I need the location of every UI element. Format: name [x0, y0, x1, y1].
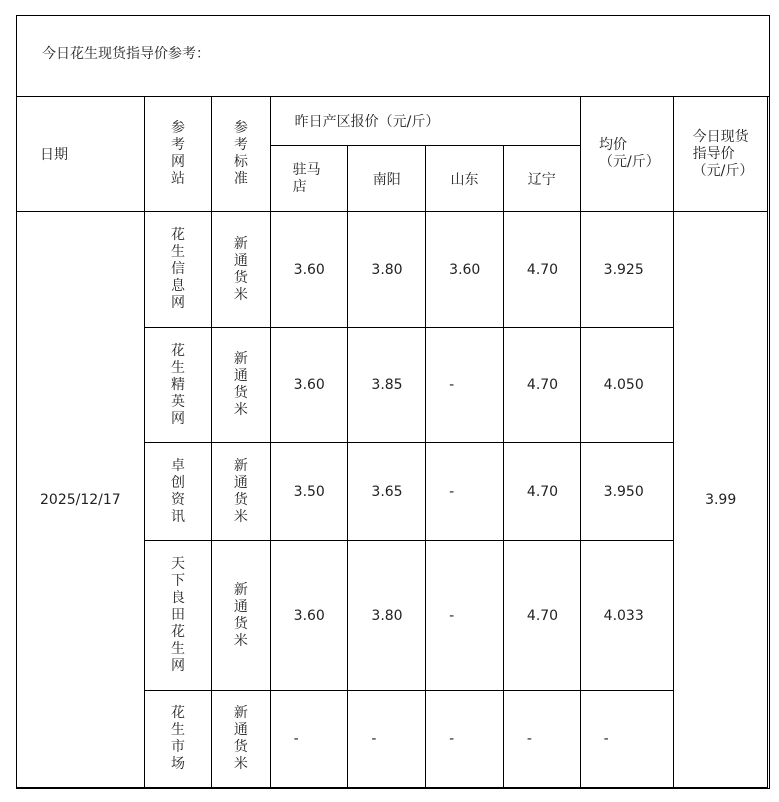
- shandong-cell: 3.60: [426, 212, 504, 328]
- header-region-zhumadian-label: 驻马店: [292, 161, 321, 195]
- header-region-zhumadian: [270, 146, 348, 212]
- nanyang-cell: 3.80: [348, 541, 426, 691]
- site-label: 花生信息网: [170, 227, 185, 311]
- zhumadian-cell: 3.60: [270, 328, 348, 443]
- header-standard: [212, 97, 271, 212]
- avg-cell: 3.950: [580, 443, 674, 541]
- standard-label: 新通货米: [233, 457, 248, 525]
- avg-cell: 3.925: [580, 212, 674, 328]
- shandong-cell: -: [426, 443, 504, 541]
- site-label: 花生市场: [170, 705, 185, 772]
- nanyang-cell: 3.80: [348, 212, 426, 328]
- price-table: [16, 96, 768, 788]
- liaoning-cell: 4.70: [503, 212, 580, 328]
- header-region-shandong: 山东: [426, 146, 504, 212]
- standard-label: 新通货米: [233, 235, 248, 303]
- zhumadian-cell: 3.50: [270, 443, 348, 541]
- standard-cell: [212, 212, 271, 328]
- site-cell: [144, 541, 211, 691]
- shandong-cell: -: [426, 691, 504, 788]
- avg-cell: 4.050: [580, 328, 674, 443]
- header-site-label: 参考网站: [170, 120, 185, 187]
- title-row: [17, 16, 769, 97]
- standard-cell: [212, 443, 271, 541]
- zhumadian-cell: 3.60: [270, 212, 348, 328]
- header-avg-label: 均价（元/斤）: [599, 137, 660, 170]
- header-site: [144, 97, 211, 212]
- today-price-cell: 3.99: [674, 212, 768, 788]
- liaoning-cell: -: [503, 691, 580, 788]
- site-label: 花生精英网: [170, 342, 185, 427]
- header-standard-label: 参考标准: [233, 120, 248, 187]
- header-region-liaoning: 辽宁: [503, 146, 580, 212]
- site-label: 天下良田花生网: [170, 556, 185, 674]
- liaoning-cell: 4.70: [503, 328, 580, 443]
- zhumadian-cell: -: [270, 691, 348, 788]
- shandong-cell: -: [426, 328, 504, 443]
- standard-label: 新通货米: [233, 581, 248, 649]
- zhumadian-cell: 3.60: [270, 541, 348, 691]
- nanyang-cell: -: [348, 691, 426, 788]
- liaoning-cell: 4.70: [503, 443, 580, 541]
- nanyang-cell: 3.85: [348, 328, 426, 443]
- standard-cell: [212, 691, 271, 788]
- table-row: [17, 212, 768, 328]
- standard-cell: [212, 328, 271, 443]
- header-row-1: [17, 97, 768, 146]
- site-label: 卓创资讯: [170, 457, 185, 525]
- header-today: [674, 97, 768, 212]
- shandong-cell: -: [426, 541, 504, 691]
- price-reference-sheet: [16, 15, 770, 789]
- date-cell: 2025/12/17: [17, 212, 145, 788]
- nanyang-cell: 3.65: [348, 443, 426, 541]
- site-cell: [144, 443, 211, 541]
- site-cell: [144, 691, 211, 788]
- site-cell: [144, 328, 211, 443]
- standard-label: 新通货米: [233, 351, 248, 418]
- header-avg: [580, 97, 674, 212]
- header-today-label: 今日现货指导价（元/斤）: [692, 128, 754, 179]
- header-region-nanyang: 南阳: [348, 146, 426, 212]
- avg-cell: -: [580, 691, 674, 788]
- header-quote-group: 昨日产区报价（元/斤）: [270, 97, 580, 146]
- standard-cell: [212, 541, 271, 691]
- header-date: 日期: [17, 97, 145, 212]
- page-title: 今日花生现货指导价参考：: [42, 46, 210, 62]
- site-cell: [144, 212, 211, 328]
- standard-label: 新通货米: [233, 705, 248, 772]
- avg-cell: 4.033: [580, 541, 674, 691]
- liaoning-cell: 4.70: [503, 541, 580, 691]
